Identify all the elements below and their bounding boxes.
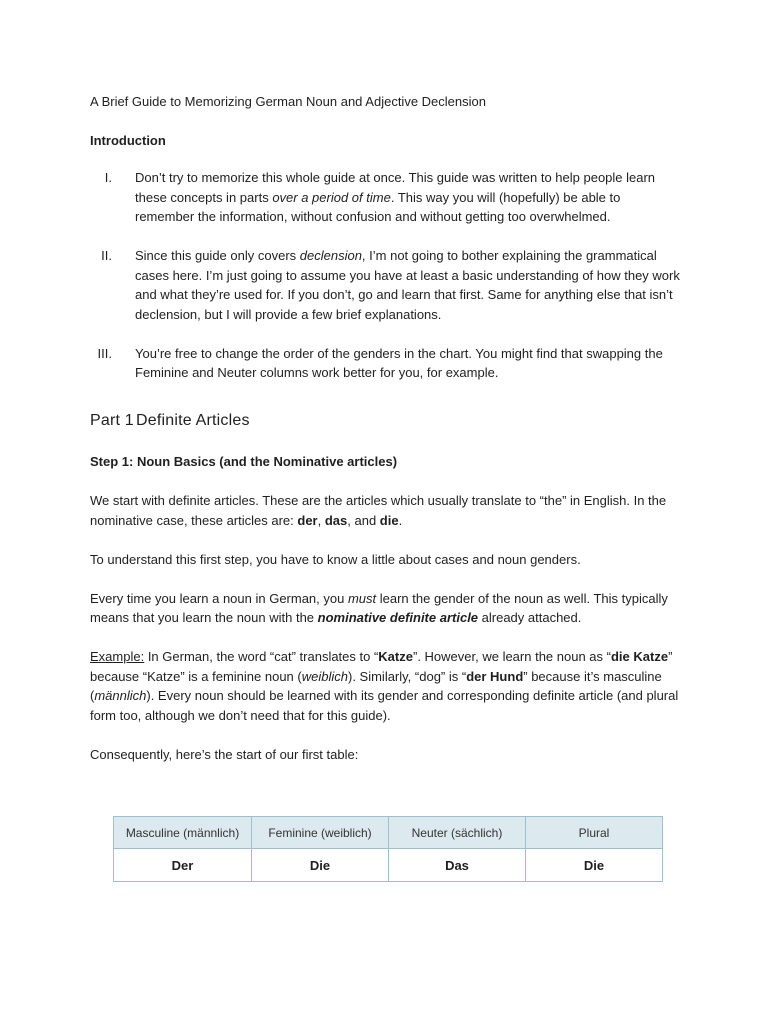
cell-plural: Die [526, 849, 663, 882]
article-die: die [379, 512, 399, 528]
emphasis-must: must [347, 590, 377, 606]
list-item [90, 344, 680, 383]
list-text: Since this guide only covers [135, 248, 300, 263]
header-plural: Plural [526, 817, 663, 849]
article-der: der [297, 512, 318, 528]
cell-feminine: Die [252, 849, 389, 882]
part-heading [90, 411, 680, 431]
list-emphasis: over a period of time [272, 189, 391, 205]
list-number: III. [97, 345, 112, 361]
definite-articles-table [113, 816, 663, 882]
paragraph-definite-articles: We start with definite articles. These are the articles which usually translate to “the” in English. In the nominative case, these articles are: der, das, and die. [90, 493, 667, 528]
cell-neuter: Das [389, 849, 526, 882]
paragraph-gender: Every time you learn a noun in German, you must learn the gender of the noun as well. This typically means that you learn the noun with the nominative definite article already attached. [90, 590, 668, 625]
header-masculine: Masculine (männlich) [114, 817, 252, 849]
list-item [90, 246, 680, 324]
article-das: das [324, 512, 348, 528]
part-number: Part 1 [90, 411, 134, 429]
table-row [114, 849, 663, 882]
list-text: You’re free to change the order of the genders in the chart. You might find that swapping the Feminine and Neuter columns work better for you, for example. [135, 345, 663, 380]
part-title: Definite Articles [136, 411, 250, 429]
list-emphasis: declension [299, 248, 362, 263]
introduction-heading: Introduction [90, 132, 166, 148]
emphasis-nda: nominative definite article [317, 610, 479, 625]
table-header-row [114, 817, 663, 849]
list-text: , I’m not going to bother explaining the grammatical cases here. I’m just going to assume you have at least a basic understanding of how they work and what they’re used for. If you don’t, go and learn that first. Same for anything else that isn’t declension, but I will provide a few brief explanations. [135, 248, 680, 322]
list-text: Don’t try to memorize this whole guide at once. This guide was written to help people learn these concepts in parts [135, 170, 656, 205]
paragraph-example: Example: In German, the word “cat” translates to “Katze”. However, we learn the noun as “die Katze” because “Katze” is a feminine noun (weiblich). Similarly, “dog” is “der Hund” because it’s masculine (männlich). Every noun should be learned with its gender and corresponding definite article (and plural form too, although we don’t need that for this guide). [90, 649, 679, 723]
example-label: Example: [90, 649, 145, 664]
header-neuter: Neuter (sächlich) [389, 817, 526, 849]
list-text: . This way you will (hopefully) be able to remember the information, without confusion and without getting too overwhelmed. [135, 189, 621, 224]
document-title: A Brief Guide to Memorizing German Noun and Adjective Declension [90, 94, 486, 109]
list-number: II. [101, 248, 112, 263]
list-number: I. [104, 170, 112, 185]
cell-masculine: Der [114, 849, 252, 882]
header-feminine: Feminine (weiblich) [252, 817, 389, 849]
step-heading: Step 1: Noun Basics (and the Nominative articles) [90, 454, 398, 469]
introduction-list [90, 168, 680, 383]
paragraph-cases: To understand this first step, you have to know a little about cases and noun genders. [90, 551, 581, 567]
document-page [90, 92, 680, 784]
paragraph-table-intro: Consequently, here’s the start of our first table: [90, 746, 359, 762]
list-item [90, 168, 680, 227]
